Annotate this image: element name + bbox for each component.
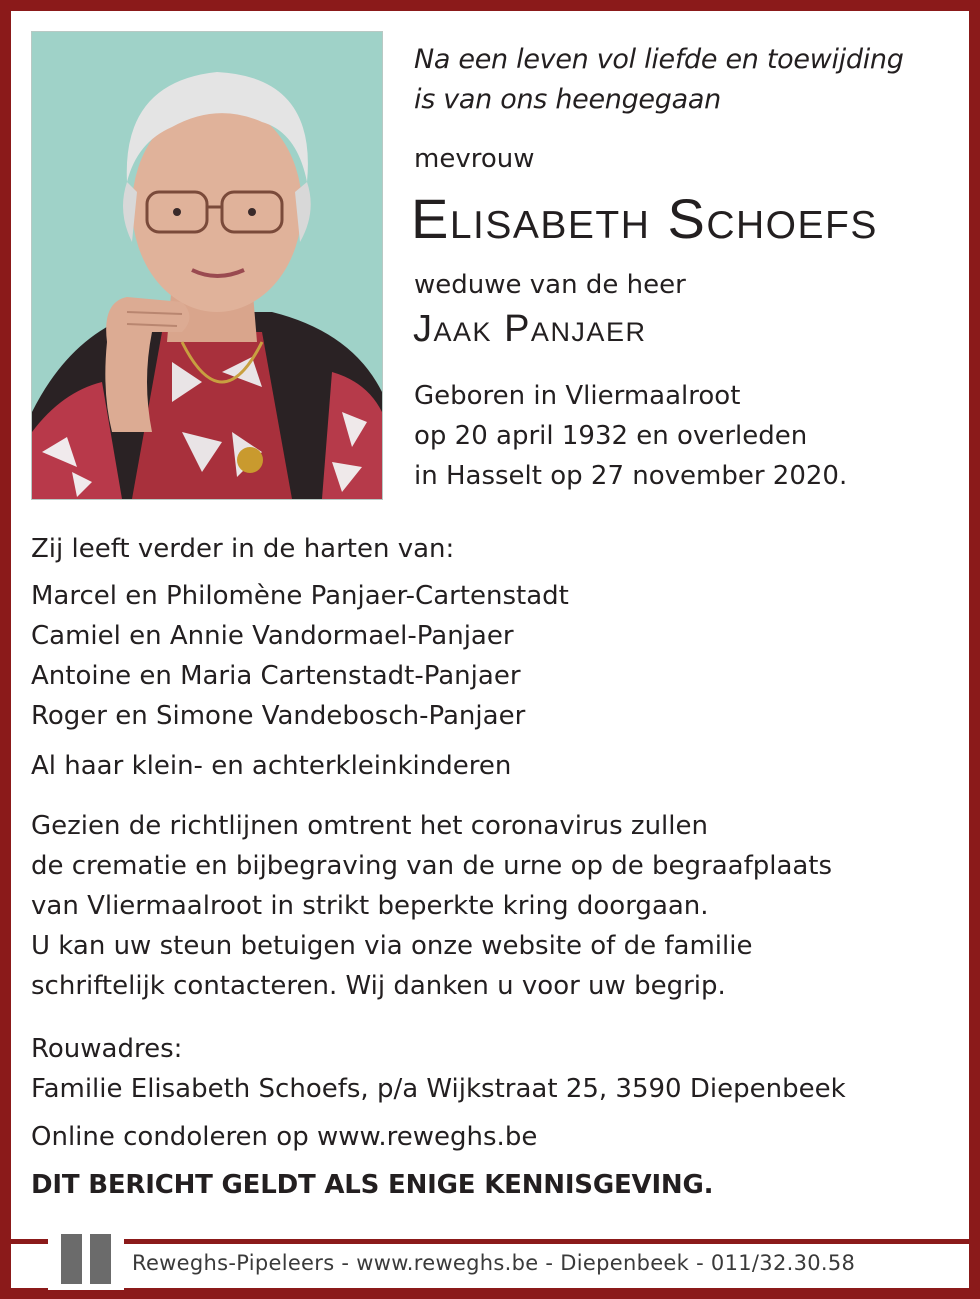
footer-rule — [11, 1239, 969, 1244]
relation-text: weduwe van de heer — [414, 270, 686, 300]
intro-line: is van ons heengegaan — [414, 84, 721, 115]
deceased-name: Elisabeth Schoefs — [411, 187, 878, 250]
corona-line: Gezien de richtlijnen omtrent het coronavirus zullen — [31, 811, 708, 841]
birth-death-line: Geboren in Vliermaalroot — [414, 381, 741, 411]
corona-line: U kan uw steun betuigen via onze website of de familie — [31, 931, 753, 961]
mourning-address-block — [31, 1029, 931, 1109]
funeral-home-logo — [48, 1226, 124, 1290]
mourning-address-label: Rouwadres: — [31, 1034, 183, 1064]
spouse-name: Jaak Panjaer — [413, 308, 647, 350]
grandchildren: Al haar klein- en achterkleinkinderen — [31, 751, 512, 781]
only-notice: DIT BERICHT GELDT ALS ENIGE KENNISGEVING. — [31, 1170, 714, 1200]
online-condolences: Online condoleren op www.reweghs.be — [31, 1122, 538, 1152]
title-prefix: mevrouw — [414, 144, 535, 174]
family-member: Marcel en Philomène Panjaer-Cartenstadt — [31, 581, 569, 611]
birth-death-line: op 20 april 1932 en overleden — [414, 421, 808, 451]
family-member: Roger en Simone Vandebosch-Panjaer — [31, 701, 526, 731]
portrait-photo — [31, 31, 383, 500]
intro-text — [414, 40, 904, 120]
portrait-illustration — [32, 32, 382, 499]
birth-death-line: in Hasselt op 27 november 2020. — [414, 461, 848, 491]
footer-contact: Reweghs-Pipeleers - www.reweghs.be - Diepenbeek - 011/32.30.58 — [132, 1251, 856, 1275]
family-list — [31, 576, 931, 736]
birth-death-info — [414, 376, 847, 496]
corona-line: de crematie en bijbegraving van de urne op de begraafplaats — [31, 851, 833, 881]
family-member: Antoine en Maria Cartenstadt-Panjaer — [31, 661, 521, 691]
corona-notice — [31, 806, 931, 1006]
mourning-address: Familie Elisabeth Schoefs, p/a Wijkstraat 25, 3590 Diepenbeek — [31, 1074, 846, 1104]
logo-icon — [48, 1226, 124, 1290]
corona-line: van Vliermaalroot in strikt beperkte kring doorgaan. — [31, 891, 709, 921]
hearts-intro: Zij leeft verder in de harten van: — [31, 534, 455, 564]
family-member: Camiel en Annie Vandormael-Panjaer — [31, 621, 514, 651]
corona-line: schriftelijk contacteren. Wij danken u voor uw begrip. — [31, 971, 726, 1001]
intro-line: Na een leven vol liefde en toewijding — [414, 44, 904, 75]
